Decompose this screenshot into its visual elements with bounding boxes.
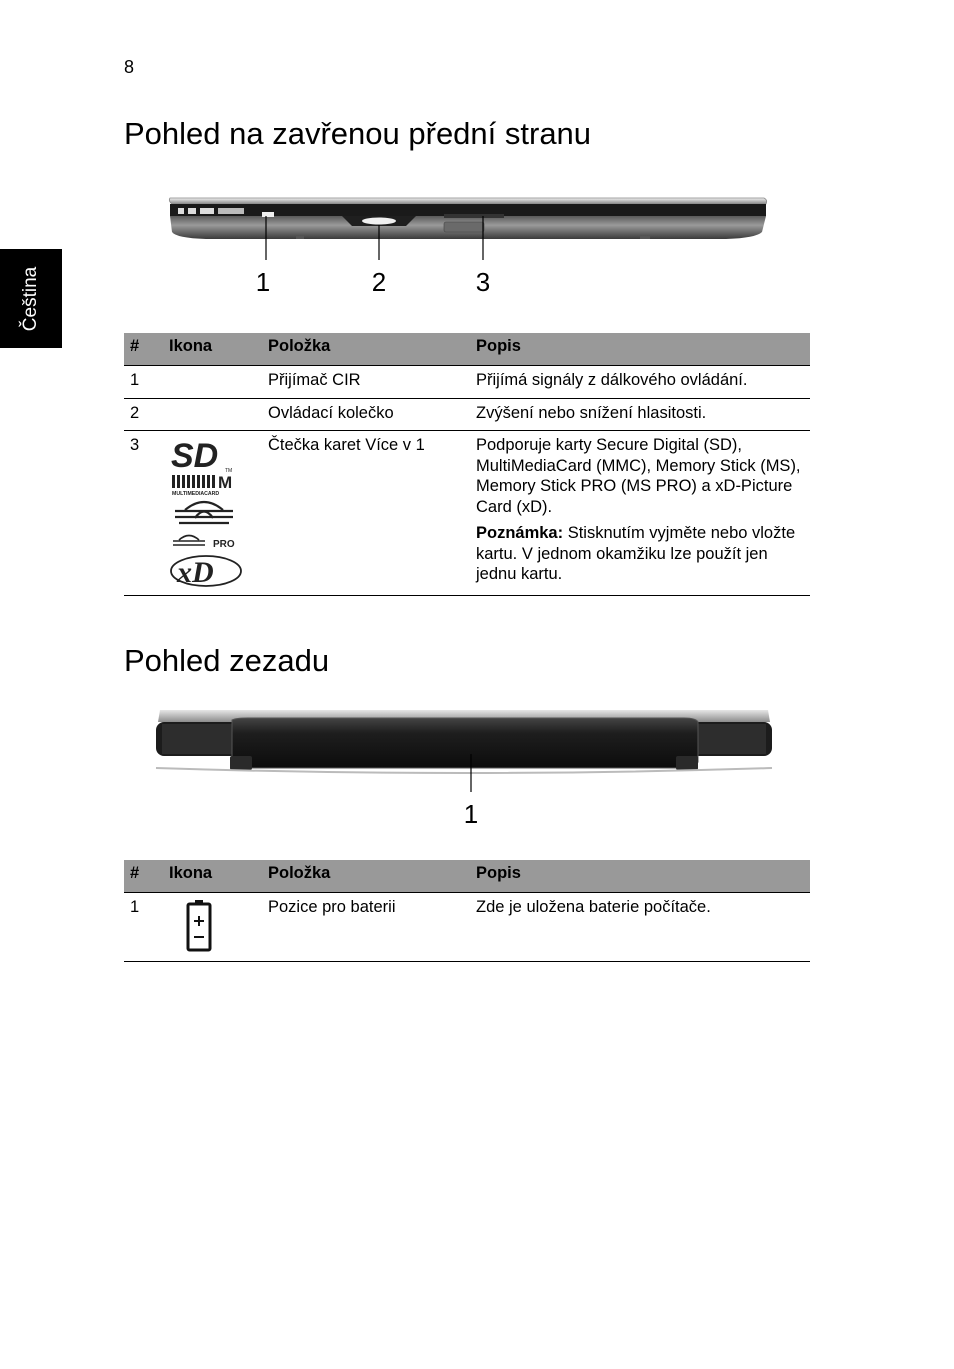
header-description: Popis bbox=[470, 333, 810, 366]
row-icon bbox=[163, 399, 262, 431]
laptop-front-image bbox=[166, 192, 770, 262]
row-item: Přijímač CIR bbox=[262, 366, 470, 399]
table-row bbox=[124, 893, 810, 962]
svg-text:MULTIMEDIACARD: MULTIMEDIACARD bbox=[172, 491, 220, 497]
row-icon bbox=[163, 893, 262, 962]
row-icon bbox=[163, 431, 262, 596]
row-num: 1 bbox=[124, 893, 163, 962]
page-number: 8 bbox=[124, 57, 135, 77]
svg-text:M: M bbox=[218, 473, 233, 492]
note bbox=[476, 523, 804, 585]
table-header-row bbox=[124, 860, 810, 893]
memory-stick-logo-icon bbox=[169, 497, 239, 531]
row-description-text: Podporuje karty Secure Digital (SD), MultiMediaCard (MMC), Memory Stick (MS), Memory Stick PRO (MS PRO) a xD-Picture Card (xD). bbox=[476, 436, 801, 516]
row-description: Zde je uložena baterie počítače. bbox=[470, 893, 810, 962]
memory-stick-pro-logo-icon bbox=[169, 531, 239, 553]
laptop-rear-image bbox=[152, 706, 776, 796]
header-num: # bbox=[124, 860, 163, 893]
note-label: Poznámka: bbox=[476, 524, 564, 542]
svg-text:TM: TM bbox=[225, 468, 233, 473]
row-item: Čtečka karet Více v 1 bbox=[262, 431, 470, 596]
header-num: # bbox=[124, 333, 163, 366]
sd-logo-icon bbox=[169, 435, 239, 473]
language-tab-label: Čeština bbox=[20, 266, 41, 332]
row-item: Pozice pro baterii bbox=[262, 893, 470, 962]
header-description: Popis bbox=[470, 860, 810, 893]
table-row bbox=[124, 431, 810, 596]
row-num: 2 bbox=[124, 399, 163, 431]
header-icon: Ikona bbox=[163, 860, 262, 893]
language-tab bbox=[0, 249, 62, 348]
row-num: 3 bbox=[124, 431, 163, 596]
header-item: Položka bbox=[262, 860, 470, 893]
xd-logo-icon bbox=[169, 553, 243, 589]
row-num: 1 bbox=[124, 366, 163, 399]
front-callout-2: 2 bbox=[371, 267, 387, 297]
front-callout-1: 1 bbox=[255, 267, 271, 297]
row-description: Přijímá signály z dálkového ovládání. bbox=[470, 366, 810, 399]
front-callout-3: 3 bbox=[475, 267, 491, 297]
table-row bbox=[124, 399, 810, 431]
svg-text:SD: SD bbox=[171, 437, 219, 473]
note-text: Stisknutím vyjměte nebo vložte kartu. V jednom okamžiku lze použít jen jednu kartu. bbox=[476, 524, 796, 583]
row-icon bbox=[163, 366, 262, 399]
row-item: Ovládací kolečko bbox=[262, 399, 470, 431]
front-view-table bbox=[124, 333, 810, 596]
header-icon: Ikona bbox=[163, 333, 262, 366]
row-description: Zvýšení nebo snížení hlasitosti. bbox=[470, 399, 810, 431]
front-view-title: Pohled na zavřenou přední stranu bbox=[124, 116, 592, 151]
svg-text:PRO: PRO bbox=[213, 539, 235, 550]
multimediacard-logo-icon bbox=[169, 473, 239, 497]
battery-icon bbox=[169, 897, 229, 953]
row-description bbox=[470, 431, 810, 596]
table-header-row bbox=[124, 333, 810, 366]
svg-text:xD: xD bbox=[177, 556, 214, 589]
rear-view-table bbox=[124, 860, 810, 962]
rear-view-title: Pohled zezadu bbox=[124, 643, 330, 678]
table-row bbox=[124, 366, 810, 399]
rear-callout-1: 1 bbox=[463, 799, 479, 829]
header-item: Položka bbox=[262, 333, 470, 366]
